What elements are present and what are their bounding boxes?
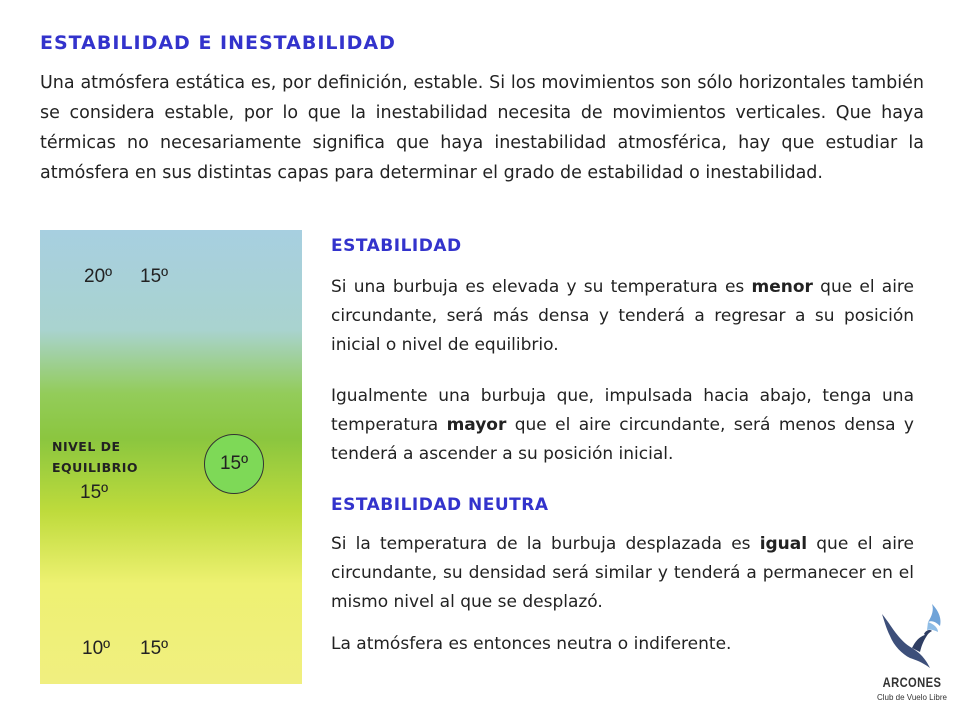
neutral-paragraph-2: La atmósfera es entonces neutra o indiferente. — [331, 634, 732, 654]
equilibrium-level-label-line2: EQUILIBRIO — [52, 460, 139, 475]
bird-logo-icon — [872, 596, 952, 676]
page-title: ESTABILIDAD E INESTABILIDAD — [40, 32, 396, 54]
neutral-paragraph-1 — [331, 530, 914, 617]
equilibrium-level-label-line1: NIVEL DE — [52, 439, 121, 454]
stability-p2-emphasis: mayor — [446, 415, 507, 435]
arcones-logo — [872, 596, 952, 714]
stability-diagram — [40, 230, 302, 684]
top-env-temp: 20º — [84, 266, 113, 287]
stability-paragraph-2 — [331, 382, 914, 469]
top-bubble-temp: 15º — [140, 266, 169, 287]
logo-name: ARCONES — [882, 674, 942, 690]
neutral-p1-emphasis: igual — [759, 534, 808, 554]
neutral-p1-part-a: Si la temperatura de la burbuja desplazada es — [331, 534, 760, 554]
intro-paragraph: Una atmósfera estática es, por definición, estable. Si los movimientos son sólo horizontales también se considera estable, por lo que la inestabilidad necesita de movimientos verticales. Que haya térmicas no necesariamente significa que haya inestabilidad atmosférica, hay que estudiar la atmósfera en sus distintas capas para determinar el grado de estabilidad o inestabilidad. — [40, 73, 924, 183]
neutral-heading: ESTABILIDAD NEUTRA — [331, 495, 549, 515]
air-bubble — [204, 434, 264, 494]
stability-p1-part-a: Si una burbuja es elevada y su temperatura es — [331, 277, 752, 297]
stability-heading: ESTABILIDAD — [331, 236, 462, 256]
bottom-env-temp: 10º — [82, 638, 111, 659]
neutral-p1-part-c: que el aire circundante, su densidad será similar y tenderá a permanecer en el mismo nivel al que se desplazó. — [331, 534, 914, 612]
stability-p2-part-a: Igualmente una burbuja que, impulsada hacia abajo, tenga una temperatura — [331, 386, 914, 435]
stability-p1-part-c: que el aire circundante, será más densa y tenderá a regresar a su posición inicial o nivel de equilibrio. — [331, 277, 915, 355]
stability-p1-emphasis: menor — [751, 277, 813, 297]
equilibrium-level-label — [52, 436, 138, 478]
bubble-temp: 15º — [219, 453, 249, 474]
logo-subtitle: Club de Vuelo Libre — [877, 693, 947, 702]
stability-paragraph-1 — [331, 273, 914, 360]
bottom-bubble-temp: 15º — [140, 638, 169, 659]
stability-p2-part-c: que el aire circundante, será menos densa y tenderá a ascender a su posición inicial. — [331, 415, 914, 464]
level-temp: 15º — [80, 482, 109, 503]
